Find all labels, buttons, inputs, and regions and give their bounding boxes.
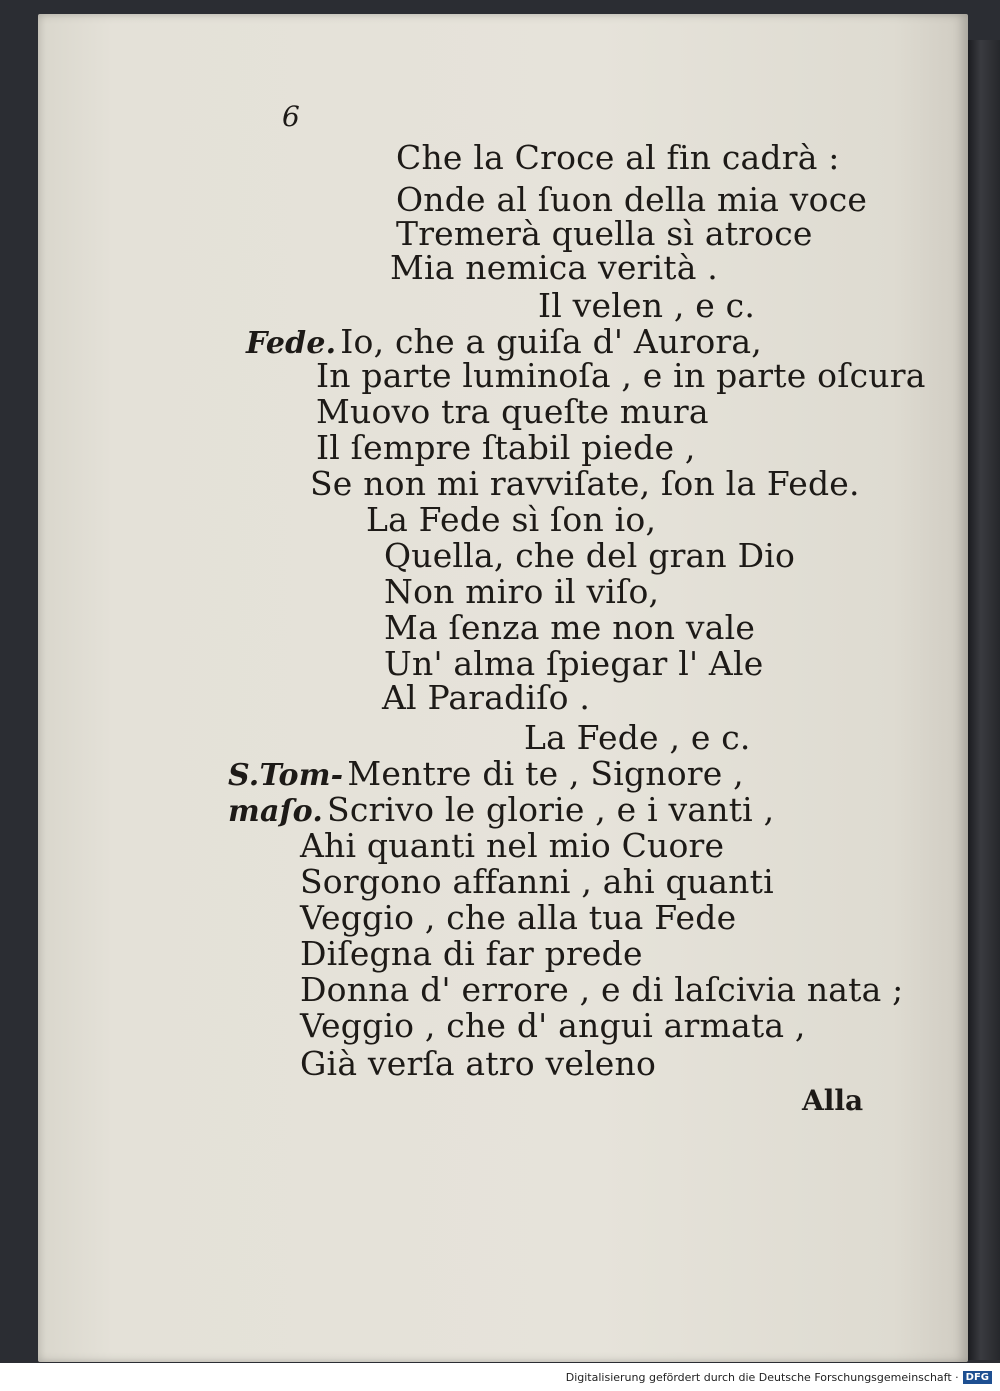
poem-line xyxy=(316,394,709,430)
page-number: 6 xyxy=(282,100,300,133)
poem-line xyxy=(384,574,659,610)
poem-line xyxy=(382,680,590,716)
poem-line xyxy=(390,250,718,286)
poem-line xyxy=(228,792,774,830)
speaker-label: maſo. xyxy=(228,794,324,829)
dfg-logo: DFG xyxy=(963,1371,992,1384)
poem-line xyxy=(316,430,696,466)
line-text: Già verſa atro veleno xyxy=(300,1044,657,1083)
poem-line xyxy=(396,140,840,176)
line-text: Mia nemica verità . xyxy=(390,248,718,287)
line-text: Non miro il viſo, xyxy=(384,572,660,611)
line-text: Che la Croce al fin cadrà : xyxy=(396,138,840,177)
poem-line xyxy=(396,182,867,218)
poem-line xyxy=(300,972,904,1008)
poem-line xyxy=(310,466,860,502)
poem-line xyxy=(384,610,755,646)
line-text: Sorgono affanni , ahi quanti xyxy=(300,862,774,901)
line-text: Quella, che del gran Dio xyxy=(384,536,796,575)
line-text: Al Paradiſo . xyxy=(382,678,591,717)
line-text: Il velen , e c. xyxy=(538,286,756,325)
line-text: La Fede , e c. xyxy=(524,718,751,757)
line-text: Un' alma ſpiegar l' Ale xyxy=(384,644,764,683)
digitization-footer xyxy=(0,1363,1000,1391)
line-text: Tremerà quella sì atroce xyxy=(396,214,813,253)
speaker-label: S.Tom- xyxy=(228,758,344,793)
poem-line xyxy=(384,538,795,574)
poem-line xyxy=(228,756,744,794)
line-text: Veggio , che d' angui armata , xyxy=(300,1006,806,1045)
poem-line xyxy=(300,828,724,864)
line-text: Il ſempre ſtabil piede , xyxy=(316,428,696,467)
poem-line xyxy=(396,216,813,252)
poem-line xyxy=(366,502,656,538)
catchword: Alla xyxy=(802,1084,864,1117)
poem-line xyxy=(300,1046,656,1082)
line-text: Muovo tra queſte mura xyxy=(316,392,709,431)
line-text: La Fede sì ſon io, xyxy=(366,500,657,539)
poem-line xyxy=(384,646,763,682)
poem-line xyxy=(300,936,643,972)
poem-line xyxy=(300,1008,806,1044)
line-text: Diſegna di far prede xyxy=(300,934,643,973)
footer-text: Digitalisierung gefördert durch die Deutsche Forschungsgemeinschaft · xyxy=(565,1370,959,1384)
line-text: In parte luminoſa , e in parte oſcura xyxy=(316,356,926,395)
line-text: Donna d' errore , e di laſcivia nata ; xyxy=(300,970,904,1009)
poem-line xyxy=(538,288,755,324)
line-text: Mentre di te , Signore , xyxy=(347,754,744,793)
poem-line xyxy=(524,720,751,756)
line-text: Ahi quanti nel mio Cuore xyxy=(300,826,725,865)
line-text: Scrivo le glorie , e i vanti , xyxy=(327,790,775,829)
line-text: Veggio , che alla tua Fede xyxy=(300,898,737,937)
line-text: Se non mi ravviſate, ſon la Fede. xyxy=(310,464,860,503)
book-spine xyxy=(968,40,1000,1360)
poem-line xyxy=(300,864,774,900)
poem-line xyxy=(300,900,736,936)
line-text: Io, che a guiſa d' Aurora, xyxy=(340,322,762,361)
line-text: Ma ſenza me non vale xyxy=(384,608,756,647)
speaker-label: Fede. xyxy=(246,326,337,361)
poem-line xyxy=(316,358,926,394)
line-text: Onde al ſuon della mia voce xyxy=(396,180,868,219)
